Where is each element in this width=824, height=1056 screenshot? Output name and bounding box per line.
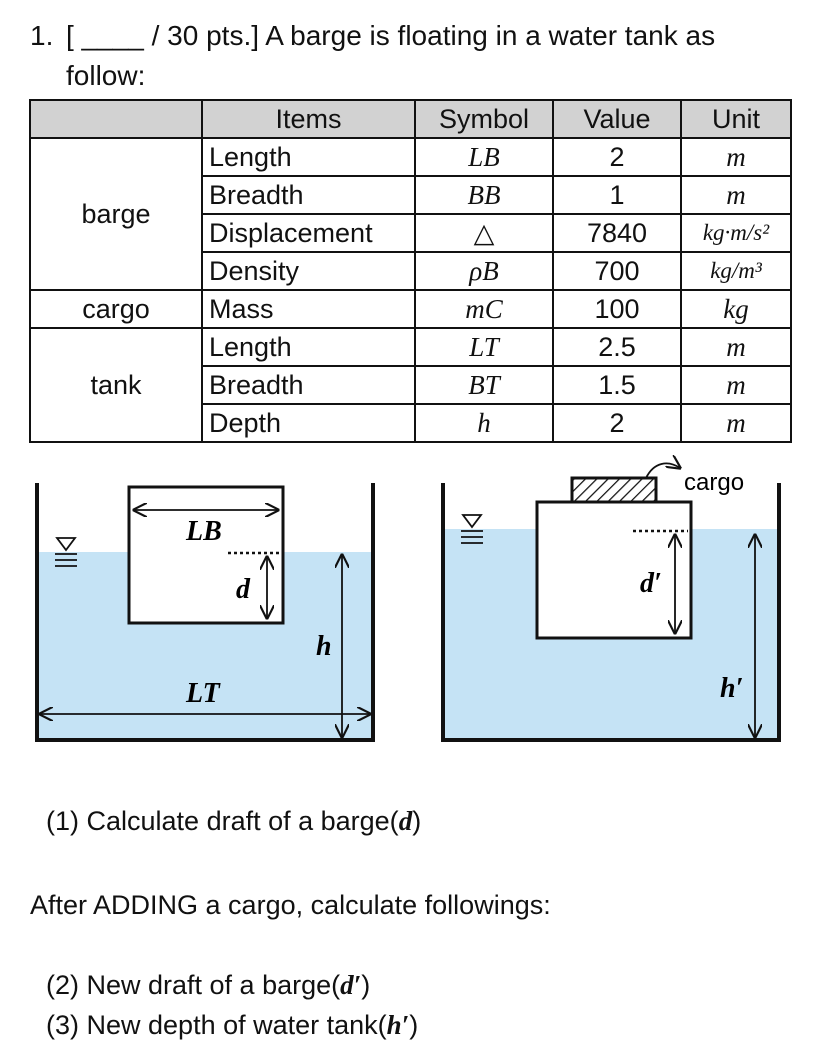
group-tank: tank [30,328,202,442]
cell-symbol: LB [415,138,553,176]
cell-value: 1 [553,176,681,214]
cell-unit: kg [681,290,791,328]
q2-text: (2) New draft of a barge( [46,970,341,1000]
header-blank [30,100,202,138]
right-tank [443,463,779,740]
header-unit: Unit [681,100,791,138]
cell-symbol: ρB [415,252,553,290]
cell-item: Density [202,252,415,290]
cell-unit: m [681,176,791,214]
right-barge [537,502,691,638]
label-dprime: d′ [640,568,662,599]
cell-value: 1.5 [553,366,681,404]
label-cargo: cargo [684,469,745,496]
barge-tank-figure [0,455,824,755]
label-h: h [316,631,332,662]
cell-item: Breadth [202,176,415,214]
q1-var: d [398,806,413,836]
q3-close: ) [409,1010,419,1040]
cell-symbol: BT [415,366,553,404]
cell-unit: m [681,138,791,176]
label-d: d [236,574,250,605]
left-barge [129,487,283,623]
cell-unit: m [681,404,791,442]
group-cargo: cargo [30,290,202,328]
cell-value: 2.5 [553,328,681,366]
cell-item: Breadth [202,366,415,404]
cell-unit: m [681,328,791,366]
cell-value: 2 [553,404,681,442]
cell-value: 100 [553,290,681,328]
q2-var: d′ [340,970,362,1000]
cell-item: Mass [202,290,415,328]
cell-item: Displacement [202,214,415,252]
question-line-2: follow: [66,60,146,91]
q2-close: ) [361,970,371,1000]
label-lt: LT [186,678,220,709]
question-1 [46,806,421,837]
question-2 [46,970,370,1001]
q1-text: (1) Calculate draft of a barge( [46,806,399,836]
table-row [30,290,791,328]
label-lb: LB [186,516,222,547]
specification-table [29,99,792,443]
cell-unit: m [681,366,791,404]
question-line-1-text: [ ____ / 30 pts.] A barge is floating in a water tank as [66,20,716,51]
cell-symbol: △ [415,214,553,252]
question-number: 1. [30,20,54,51]
header-value: Value [553,100,681,138]
question-line-1 [30,16,800,56]
cell-symbol: BB [415,176,553,214]
cell-item: Length [202,138,415,176]
table-header-row [30,100,791,138]
q3-var: h′ [386,1010,410,1040]
cell-symbol: mC [415,290,553,328]
q1-close: ) [412,806,422,836]
cell-unit: kg/m³ [681,252,791,290]
cell-symbol: h [415,404,553,442]
question-3 [46,1010,418,1041]
question-heading [30,16,800,96]
table-row [30,138,791,176]
cargo-pointer-arrow [646,463,680,478]
cell-item: Depth [202,404,415,442]
cell-item: Length [202,328,415,366]
after-adding-text: After ADDING a cargo, calculate followings: [30,890,551,920]
left-tank [37,483,373,740]
q3-text: (3) New depth of water tank( [46,1010,387,1040]
cell-value: 2 [553,138,681,176]
cell-value: 700 [553,252,681,290]
cargo-block [572,478,656,502]
label-hprime: h′ [720,673,744,704]
cell-value: 7840 [553,214,681,252]
cell-symbol: LT [415,328,553,366]
header-items: Items [202,100,415,138]
cell-unit: kg·m/s² [681,214,791,252]
table-row [30,328,791,366]
group-barge: barge [30,138,202,290]
header-symbol: Symbol [415,100,553,138]
